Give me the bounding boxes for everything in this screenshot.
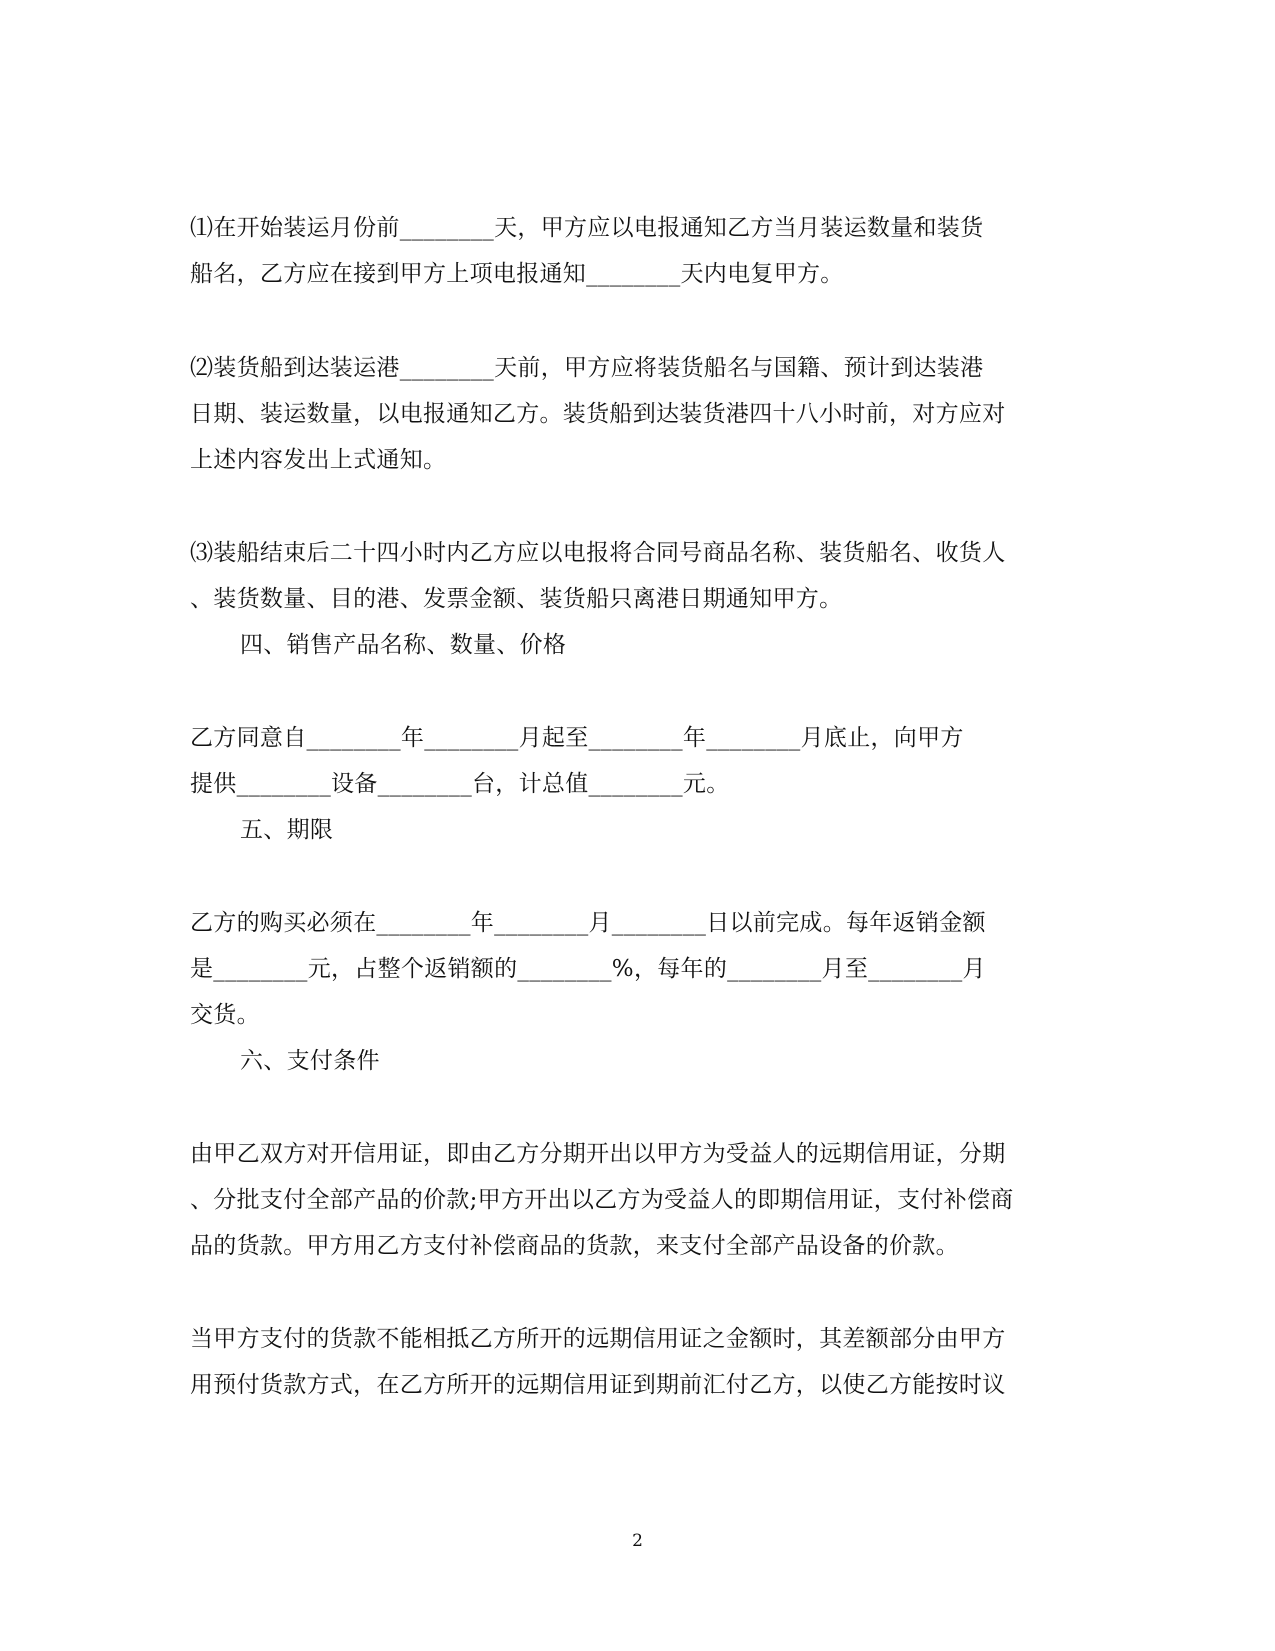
section-5-line-3: 交货。	[190, 1002, 260, 1028]
clause-3-2-line-3: 上述内容发出上式通知。	[190, 447, 447, 473]
section-6-para-1-line-1: 由甲乙双方对开信用证，即由乙方分期开出以甲方为受益人的远期信用证，分期	[190, 1141, 1006, 1167]
section-6-para-2-line-2: 用预付货款方式，在乙方所开的远期信用证到期前汇付乙方，以使乙方能按时议	[190, 1372, 1006, 1398]
clause-3-1-line-1: ⑴在开始装运月份前________天，甲方应以电报通知乙方当月装运数量和装货	[190, 215, 984, 241]
clause-3-1-line-2: 船名，乙方应在接到甲方上项电报通知________天内电复甲方。	[190, 261, 844, 287]
clause-3-2-line-1: ⑵装货船到达装运港________天前，甲方应将装货船名与国籍、预计到达装港	[190, 355, 984, 381]
clause-3-3-line-1: ⑶装船结束后二十四小时内乙方应以电报将合同号商品名称、装货船名、收货人	[190, 540, 1006, 566]
section-heading-4: 四、销售产品名称、数量、价格	[240, 632, 567, 658]
clause-3-3-line-2: 、装货数量、目的港、发票金额、装货船只离港日期通知甲方。	[190, 586, 843, 612]
page-number: 2	[632, 1531, 643, 1551]
section-6-para-2-line-1: 当甲方支付的货款不能相抵乙方所开的远期信用证之金额时，其差额部分由甲方	[190, 1326, 1006, 1352]
clause-3-2-line-2: 日期、装运数量，以电报通知乙方。装货船到达装货港四十八小时前，对方应对	[190, 401, 1006, 427]
section-6-para-1-line-3: 品的货款。甲方用乙方支付补偿商品的货款，来支付全部产品设备的价款。	[190, 1233, 959, 1259]
section-heading-5: 五、期限	[240, 817, 334, 843]
section-5-line-2: 是________元，占整个返销额的________%，每年的________月至________月	[190, 956, 986, 982]
section-4-line-1: 乙方同意自________年________月起至________年________月底止，向甲方	[190, 725, 964, 751]
section-6-para-1-line-2: 、分批支付全部产品的价款;甲方开出以乙方为受益人的即期信用证，支付补偿商	[190, 1187, 1014, 1213]
section-5-line-1: 乙方的购买必须在________年________月________日以前完成。每年返销金额	[190, 910, 986, 936]
section-heading-6: 六、支付条件	[240, 1048, 380, 1074]
section-4-line-2: 提供________设备________台，计总值________元。	[190, 771, 730, 797]
